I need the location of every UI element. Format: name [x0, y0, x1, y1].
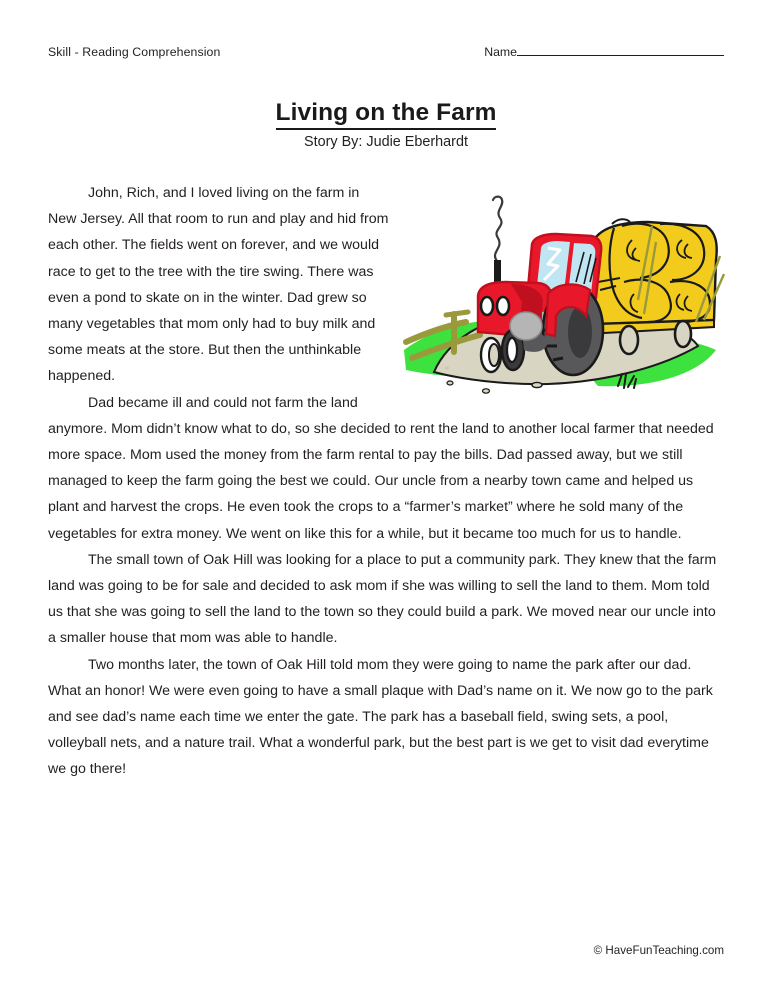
skill-label: Skill - Reading Comprehension: [48, 45, 221, 59]
story-paragraph-1: John, Rich, and I loved living on the farm in New Jersey. All that room to run and play and hid from each other. The fields went on forever, and we would race to get to the tree with the tire swing. There was even a pond to skate on in the winter. Dad grew so many vegetables that mom only had to buy milk and some meats at the store. But then the unthinkable happened.: [48, 185, 389, 385]
page-title: Living on the Farm: [276, 99, 497, 130]
worksheet-header: [48, 44, 724, 68]
byline: Story By: Judie Eberhardt: [304, 134, 468, 150]
story-body: [48, 180, 724, 783]
name-field-group: [484, 44, 724, 60]
story-paragraph-3: The small town of Oak Hill was looking for a place to put a community park. They knew that the farm land was going to be for sale and decided to ask mom if she was willing to sell the land to them. Mom told us that she was going to sell the land to the town so they could build a park. We moved near our uncle into a smaller house that mom was able to handle.: [48, 551, 717, 647]
story-paragraph-4: Two months later, the town of Oak Hill told mom they were going to name the park after our dad. What an honor! We were even going to have a small plaque with Dad’s name on it. We now go to the park and see dad’s name each time we enter the gate. The park has a baseball field, swing sets, a pool, volleyball nets, and a nature trail. What a wonderful park, but the best part is we get to visit dad everytime we go there!: [48, 656, 713, 778]
name-input-line[interactable]: [517, 44, 724, 56]
story-paragraph-2: Dad became ill and could not farm the land anymore. Mom didn’t know what to do, so she decided to rent the land to another local farmer that needed more space. Mom used the money from the farm rental to pay the bills. Dad passed away, but we still managed to keep the farm going the best we could. Our uncle from a nearby town came and helped us plant and harvest the crops. He even took the crops to a “farmer’s market” where he sold many of the vegetables for extra money. We went on like this for a while, but it became too much for us to handle.: [48, 394, 714, 542]
name-label: Name: [484, 45, 517, 59]
footer-copyright: © HaveFunTeaching.com: [593, 944, 724, 957]
illustration-text-wrap-spacer: [390, 180, 724, 408]
page-title-wrapper: [0, 99, 772, 130]
